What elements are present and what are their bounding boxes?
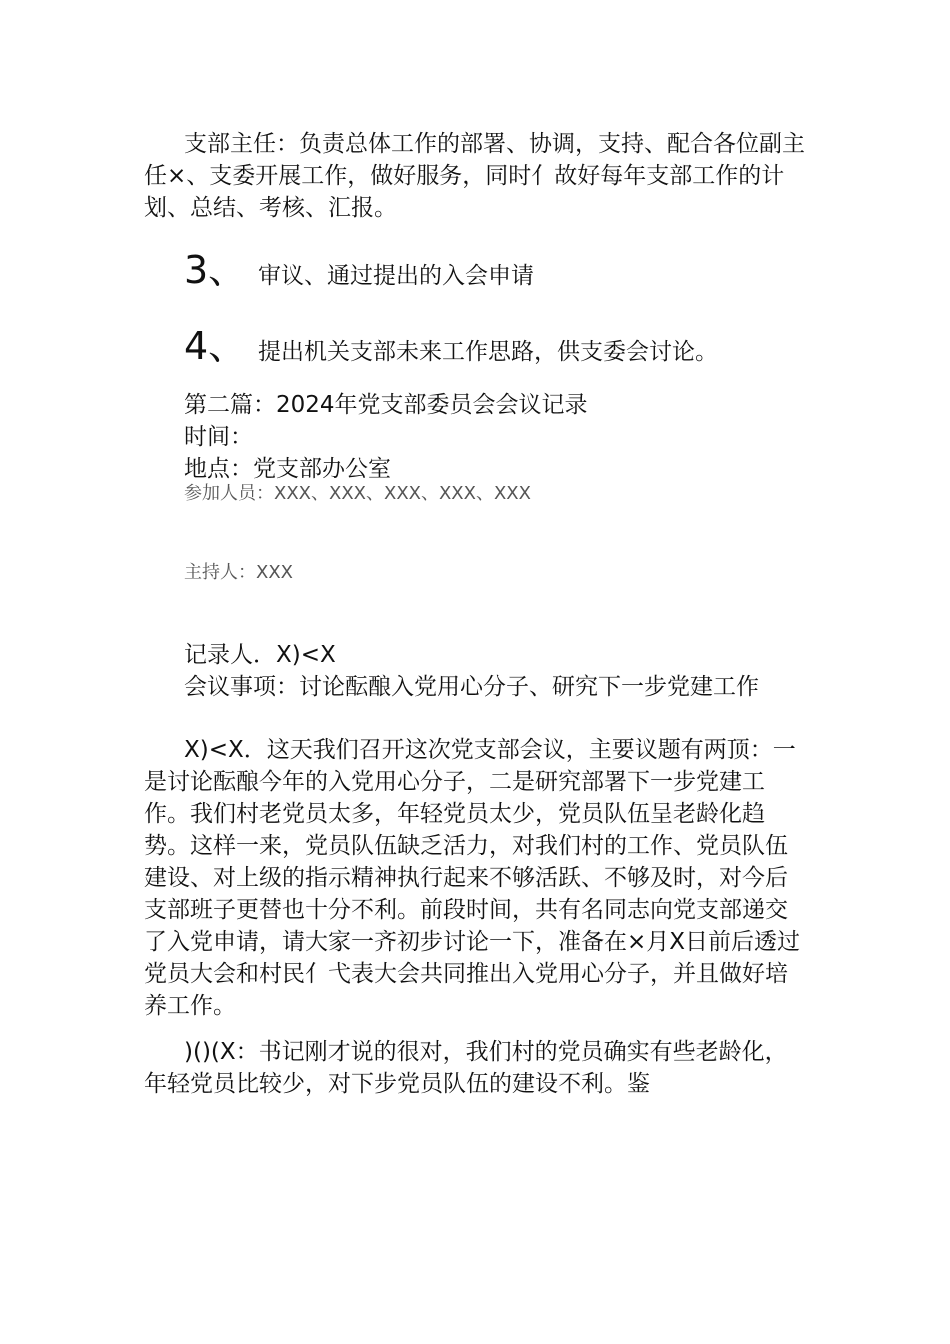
body-paragraph: )()(X：书记刚才说的很对，我们村的党员确实有些老龄化，年轻党员比较少，对下步党员队伍的建设不利。鉴: [144, 1039, 788, 1097]
item-number: 4、: [184, 324, 247, 368]
item-text: 提出机关支部未来工作思路，供支委会讨论。: [258, 339, 718, 365]
meeting-host: 主持人：XXX: [184, 562, 293, 583]
meeting-recorder: 记录人．X)<X: [184, 642, 336, 668]
item-text: 审议、通过提出的入会申请: [258, 263, 534, 289]
section-title: 第二篇：2024年党支部委员会会议记录: [184, 392, 588, 418]
list-item: [184, 248, 534, 298]
item-number: 3、: [184, 248, 247, 292]
list-item: [184, 324, 718, 374]
meeting-place: 地点：党支部办公室: [184, 456, 391, 482]
duties-paragraph: 支部主任：负责总体工作的部署、协调，支持、配合各位副主任×、支委开展工作，做好服务，同时亻故好每年支部工作的计划、总结、考核、汇报。: [144, 131, 805, 221]
body-paragraph: X)<X．这天我们召开这次党支部会议，主要议题有两顶：一是讨论酝酿今年的入党用心分子，二是研究部署下一步党建工作。我们村老党员太多，年轻党员太少，党员队伍呈老龄化趋势。这样一来，党员队伍缺乏活力，对我们村的工作、党员队伍建设、对上级的指示精神执行起来不够活跃、不够及时，对今后支部班子更替也十分不利。前段时间，共有名同志向党支部递交了入党申请，请大家一齐初步讨论一下，准备在×月X日前后透过党员大会和村民亻弋表大会共同推出入党用心分子，并且做好培养工作。: [144, 737, 801, 1019]
meeting-attendees: 参加人员：XXX、XXX、XXX、XXX、XXX: [184, 483, 531, 504]
meeting-time: 时间：: [184, 424, 253, 450]
meeting-matters: 会议事项：讨论酝酿入党用心分子、研究下一步党建工作: [184, 674, 759, 700]
